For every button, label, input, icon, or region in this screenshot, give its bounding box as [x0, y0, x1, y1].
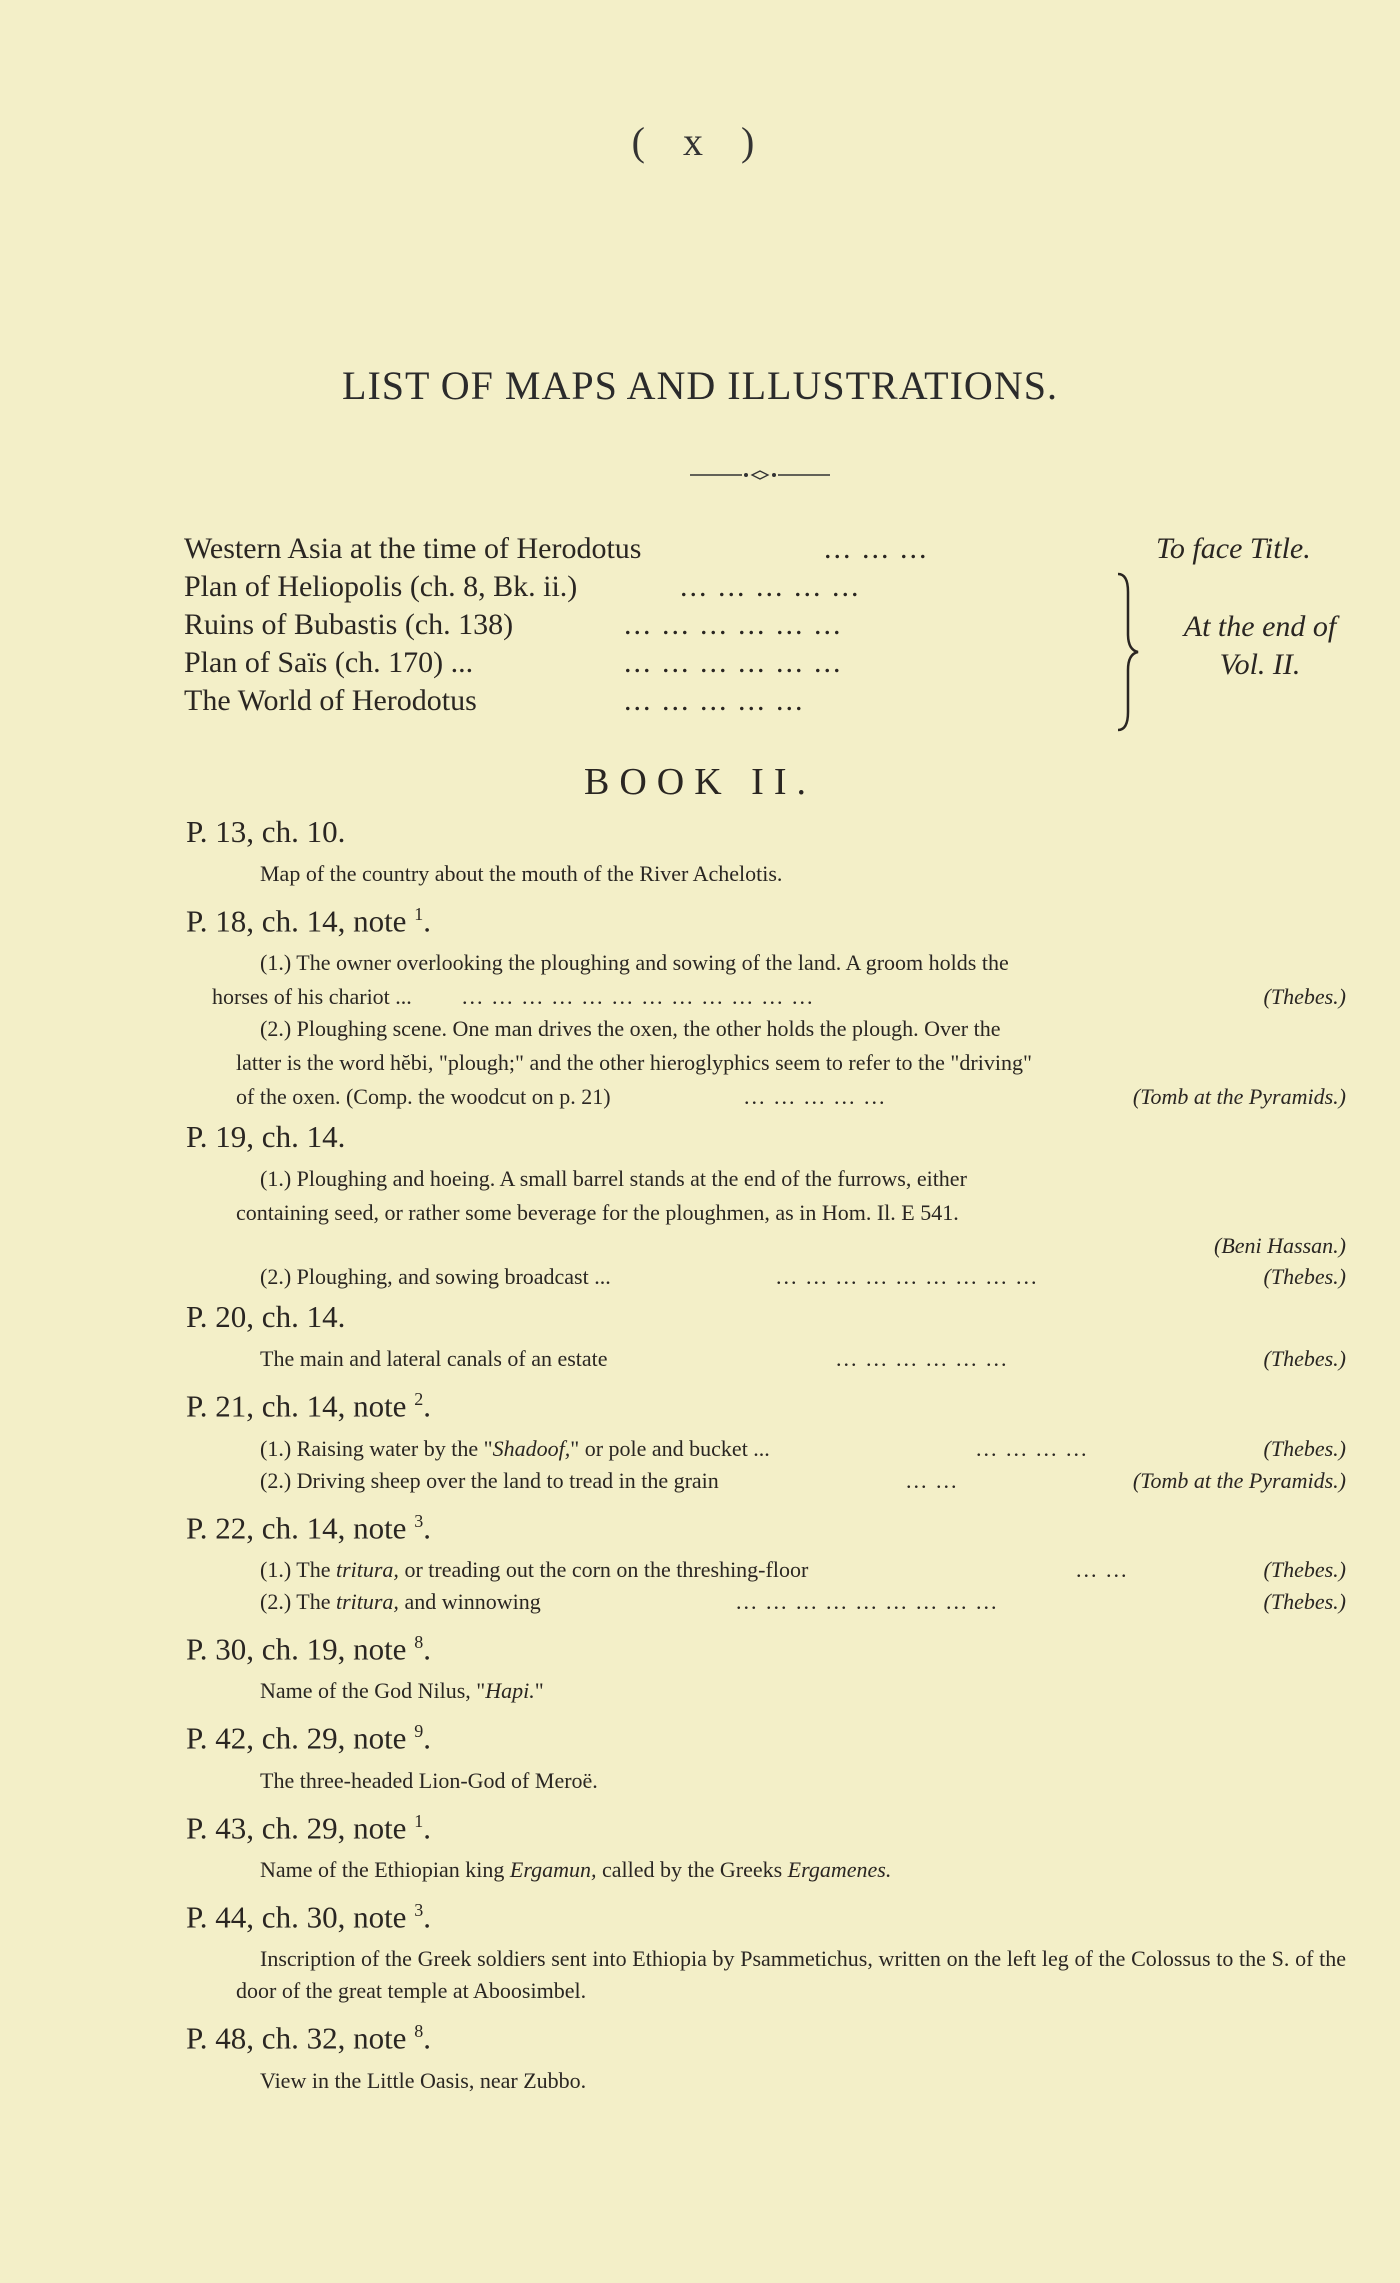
entry-caption-line: containing seed, or rather some beverage for the ploughmen, as in Hom. Il. E 541.: [236, 1200, 959, 1226]
entry-caption-line: (2.) Driving sheep over the land to tread in the grain ... ... (Tomb at the Pyramids.): [260, 1467, 1346, 1493]
map-item: The World of Herodotus ... ... ... ... ...: [184, 684, 805, 717]
entry-ref: P. 20, ch. 14.: [186, 1299, 346, 1335]
entries: [186, 808, 1346, 2099]
map-item: Plan of Heliopolis (ch. 8, Bk. ii.) ... ... ... ... ...: [184, 570, 861, 603]
map-item: Ruins of Bubastis (ch. 138) ... ... ... ... ... ...: [184, 608, 843, 641]
entry-ref: P. 18, ch. 14, note $^1$.: [186, 903, 431, 939]
entry-caption: The three-headed Lion-God of Meroë.: [260, 1767, 598, 1793]
entry-caption: View in the Little Oasis, near Zubbo.: [260, 2067, 587, 2093]
entry-caption-line: (1.) Raising water by the "Shadoof," or pole and bucket ... ... ... ... ... (Thebes.): [260, 1435, 1346, 1461]
entry-caption-line: latter is the word hĕbi, "plough;" and the other hieroglyphics seem to refer to the "driving": [236, 1050, 1032, 1076]
entry-source: (Beni Hassan.): [1214, 1233, 1346, 1259]
entry-caption: (1.) Ploughing and hoeing. A small barrel stands at the end of the furrows, either: [260, 1166, 967, 1192]
entry-caption: Name of the God Nilus, "Hapi.": [260, 1678, 544, 1704]
map-item: Plan of Saïs (ch. 170) ... ... ... ... ... ... ...: [184, 646, 843, 679]
ornamental-rule: [690, 470, 830, 480]
entry-ref: P. 19, ch. 14.: [186, 1119, 346, 1155]
entry-caption-line: horses of his chariot ... ... ... ... ... ... ... ... ... ... ... ... ... (Thebes.): [212, 984, 1346, 1010]
entry-caption-line: of the oxen. (Comp. the woodcut on p. 21) ... ... ... ... ... (Tomb at the Pyramids.): [236, 1084, 1346, 1110]
entry-caption: Name of the Ethiopian king Ergamun, called by the Greeks Ergamenes.: [260, 1856, 892, 1882]
page-title: LIST OF MAPS AND ILLUSTRATIONS.: [342, 363, 1058, 408]
entry-ref: P. 22, ch. 14, note $^3$.: [186, 1509, 431, 1545]
brace-icon: [1112, 572, 1142, 732]
entry-ref: P. 43, ch. 29, note $^1$.: [186, 1809, 431, 1845]
face-title-note: To face Title.: [1156, 532, 1311, 565]
map-item: Western Asia at the time of Herodotus ... ... ...: [184, 532, 929, 565]
page-number: ( x ): [631, 119, 769, 164]
entry-ref: P. 13, ch. 10.: [186, 814, 346, 849]
entry-ref: P. 30, ch. 19, note $^8$.: [186, 1631, 431, 1667]
entry-ref: P. 21, ch. 14, note $^2$.: [186, 1388, 431, 1424]
entry-caption-line: The main and lateral canals of an estate ... ... ... ... ... ... (Thebes.): [260, 1346, 1346, 1372]
entry-caption-line: (2.) The tritura, and winnowing ... ... ... ... ... ... ... ... ... (Thebes.): [260, 1588, 1346, 1614]
entry-caption-line: (2.) Ploughing, and sowing broadcast ... ... ... ... ... ... ... ... ... ... (Thebes.): [260, 1264, 1346, 1290]
entry-caption: (1.) The owner overlooking the ploughing and sowing of the land. A groom holds the: [260, 950, 1009, 976]
entry-ref: P. 44, ch. 30, note $^3$.: [186, 1899, 431, 1935]
book-heading: BOOK II.: [584, 761, 816, 803]
entry-caption-line: (1.) The tritura, or treading out the corn on the threshing-floor ... ... (Thebes.): [260, 1556, 1346, 1582]
entry-caption: Inscription of the Greek soldiers sent into Ethiopia by Psammetichus, written on the left leg of the Colossus to the S. of the door of the great temple at Aboosimbel.: [236, 1946, 1346, 2004]
entry-ref: P. 42, ch. 29, note $^9$.: [186, 1720, 431, 1756]
entry-caption: (2.) Ploughing scene. One man drives the oxen, the other holds the plough. Over the: [260, 1016, 1001, 1042]
end-note: At the end of Vol. II.: [1183, 610, 1337, 681]
entry-ref: P. 48, ch. 32, note $^8$.: [186, 2020, 431, 2056]
entry-caption: Map of the country about the mouth of the River Achelotis.: [260, 861, 783, 886]
